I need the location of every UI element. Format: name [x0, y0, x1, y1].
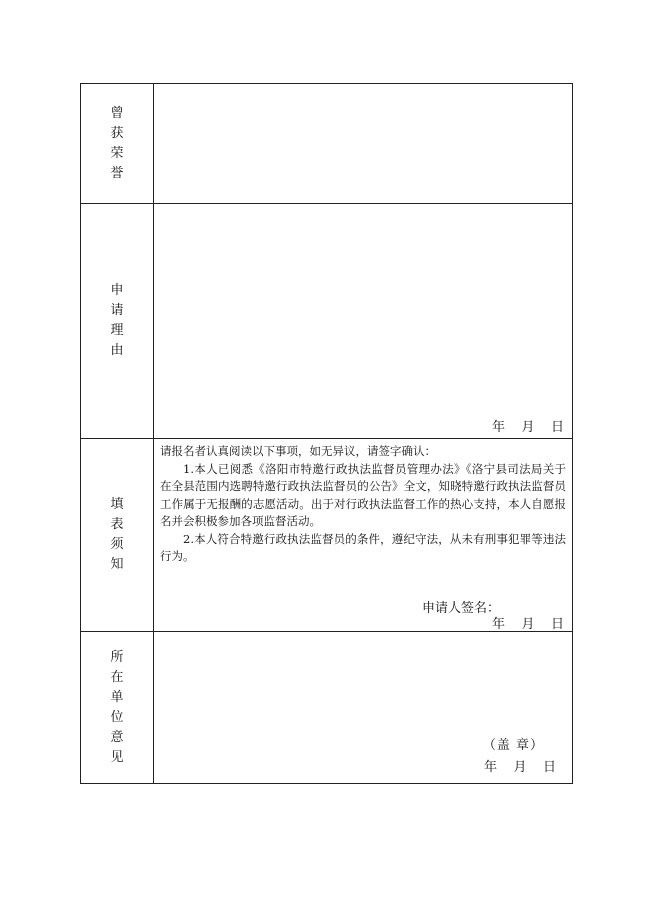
notice-content-cell [154, 439, 573, 632]
reason-row [81, 204, 573, 439]
registration-form-table [80, 83, 573, 784]
honors-label-cell [81, 84, 154, 204]
notice-item-2: 2.本人符合特邀行政执法监督员的条件，遵纪守法，从未有刑事犯罪等违法行为。 [160, 531, 566, 563]
reason-input-cell[interactable] [154, 204, 573, 439]
seal-label: （盖 章） [482, 738, 544, 753]
unit-opinion-date: 年 月 日 [483, 760, 556, 775]
notice-date: 年 月 日 [491, 617, 564, 632]
notice-row [81, 439, 573, 632]
honors-label: 曾 获 荣 誉 [110, 105, 124, 181]
notice-intro: 请报名者认真阅读以下事项，如无异议，请签字确认： [160, 444, 436, 458]
notice-text [154, 439, 572, 566]
unit-opinion-input-cell[interactable] [154, 632, 573, 784]
applicant-signature-label: 申请人签名： [421, 601, 500, 616]
honors-input-cell[interactable] [154, 84, 573, 204]
notice-label-cell [81, 439, 154, 632]
honors-row [81, 84, 573, 204]
reason-label: 申 请 理 由 [110, 283, 124, 358]
notice-label: 填 表 须 知 [110, 497, 124, 572]
unit-opinion-label: 所 在 单 位 意 见 [110, 649, 124, 765]
notice-item-1: 1.本人已阅悉《洛阳市特邀行政执法监督员管理办法》《洛宁县司法局关于在全县范围内选聘特邀行政执法监督员的公告》全文，知晓特邀行政执法监督员工作属于无报酬的志愿活动。出于对行政执法监督工作的热心支持，本人自愿报名并会积极参加各项监督活动。 [160, 461, 566, 528]
unit-opinion-row [81, 632, 573, 784]
reason-label-cell [81, 204, 154, 439]
reason-date: 年 月 日 [491, 420, 564, 435]
unit-opinion-label-cell [81, 632, 154, 784]
